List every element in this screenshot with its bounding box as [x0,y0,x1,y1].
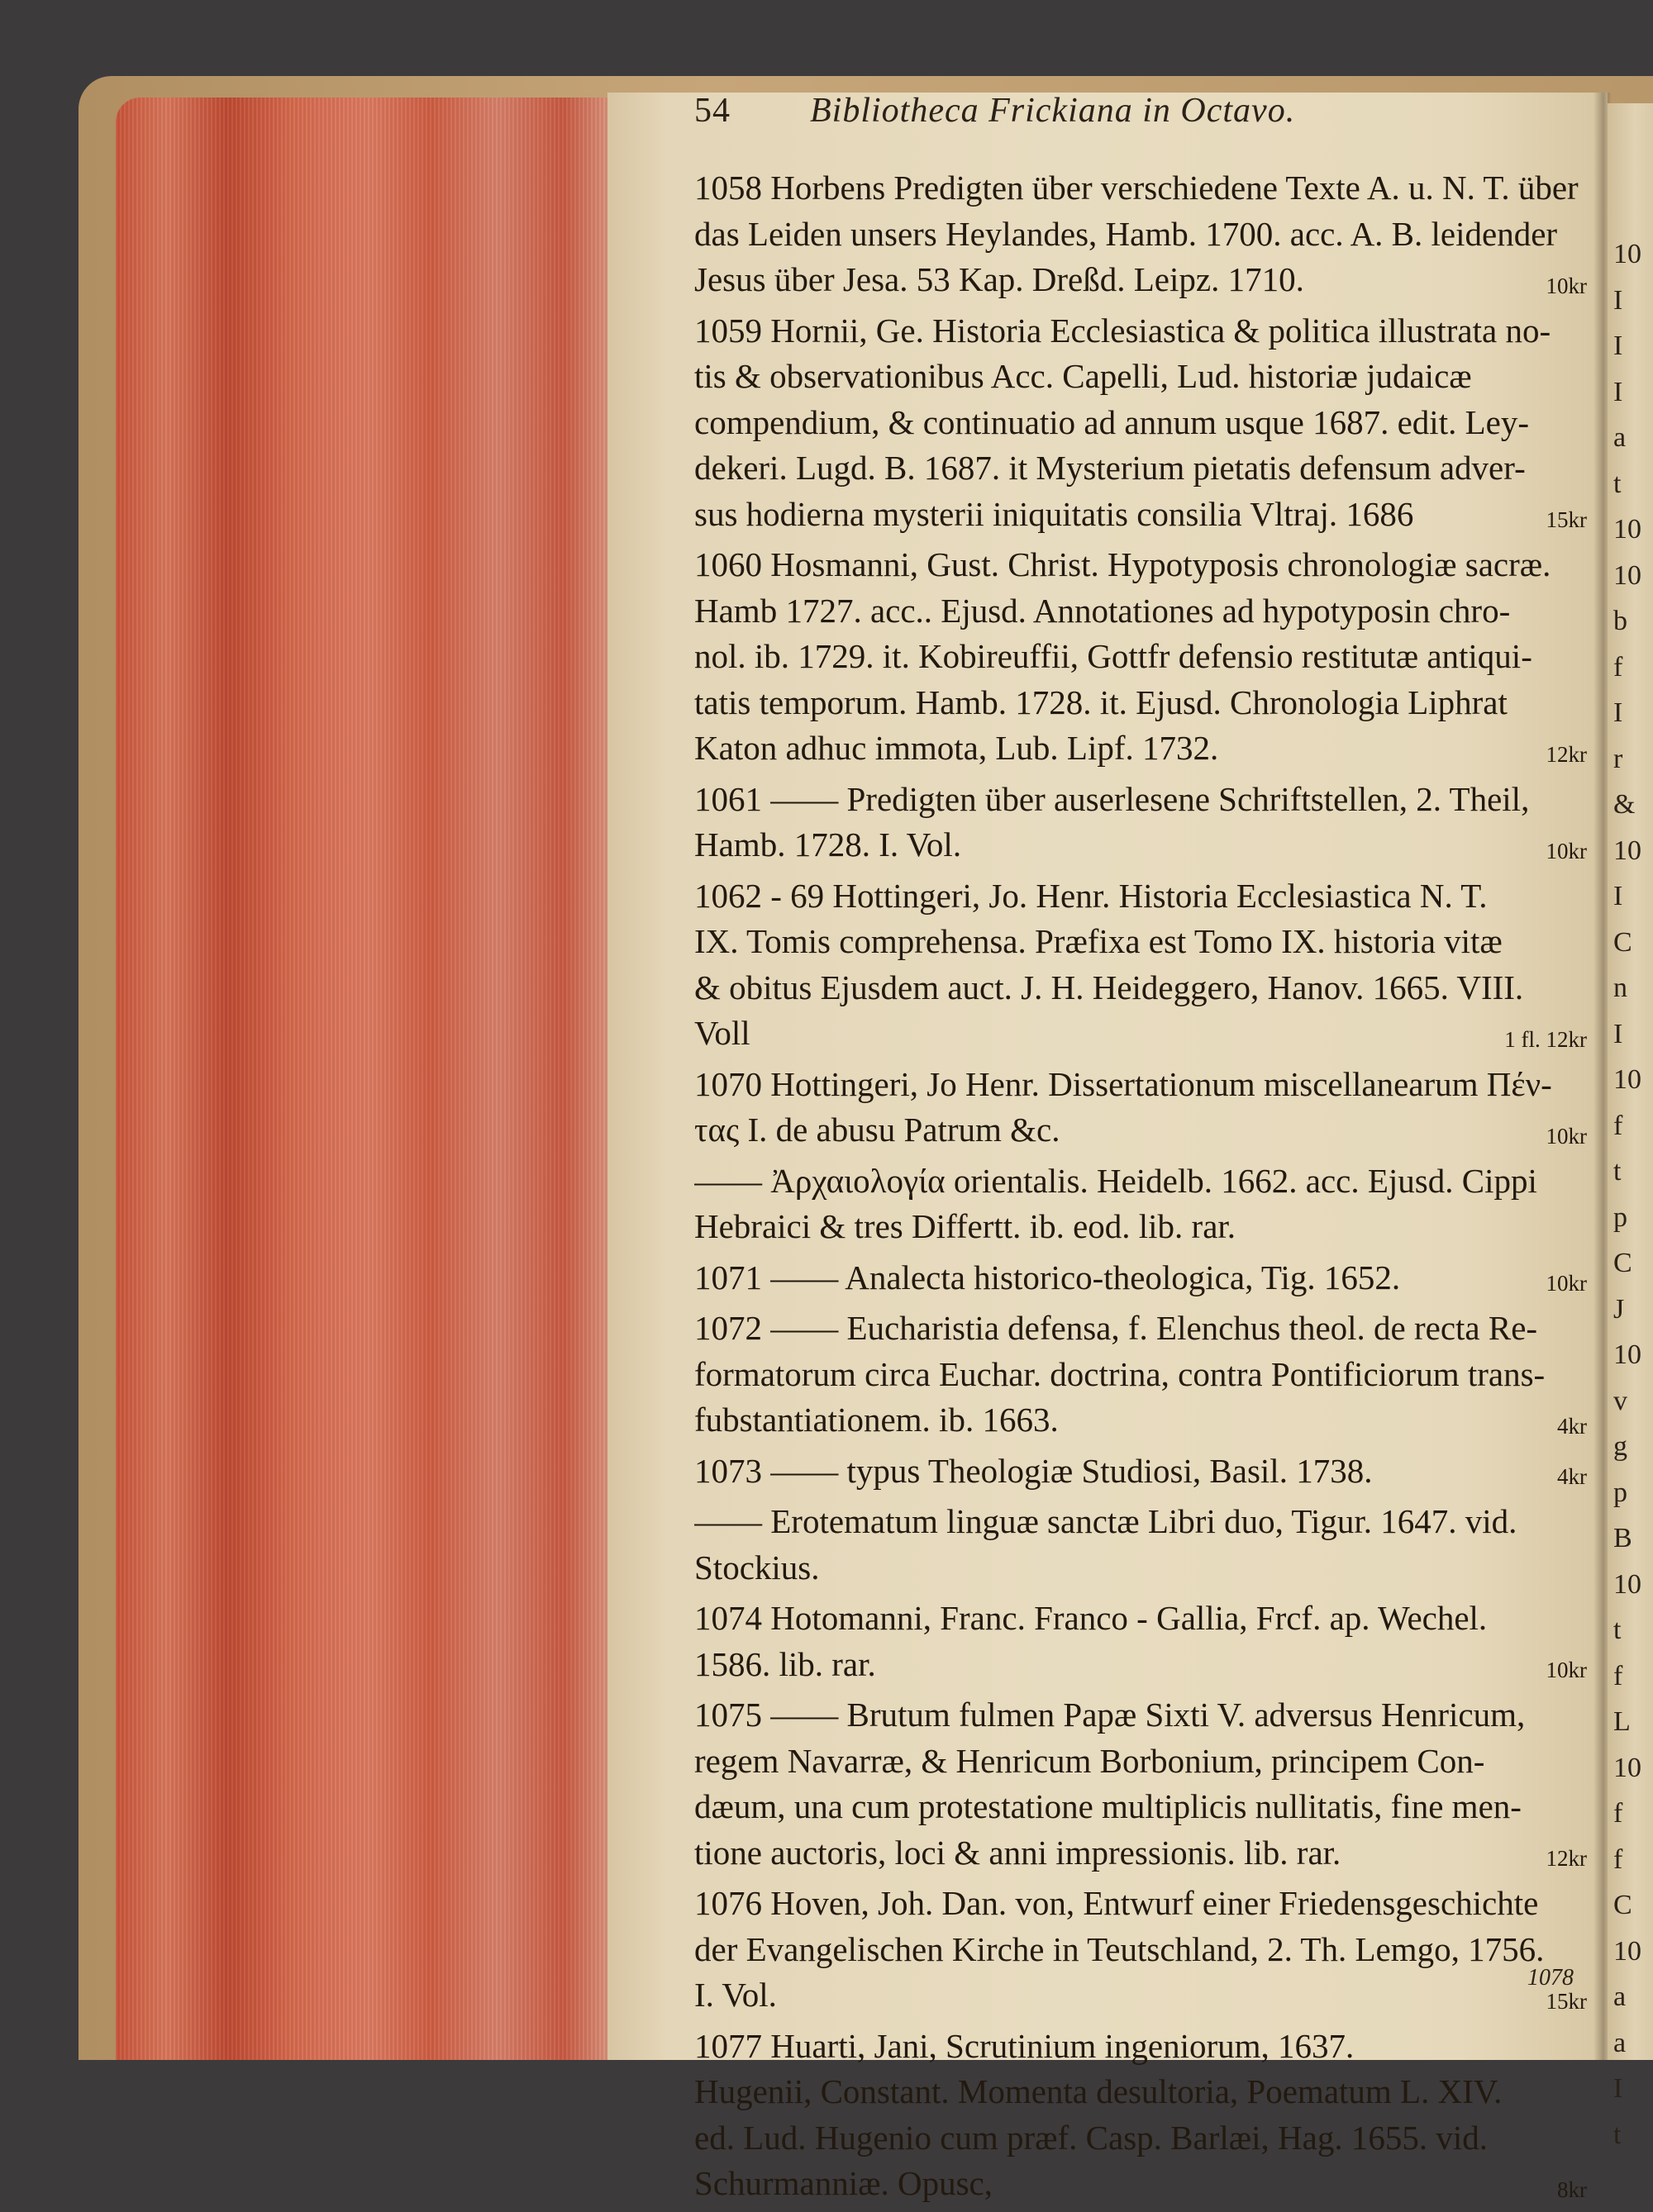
entry-line: 1586. lib. rar. [694,1644,876,1683]
facing-fragment: a [1613,1981,1627,2012]
entry-line: 1076 Hoven, Joh. Dan. von, Entwurf einer Friedensgeschichte [694,1884,1539,1922]
facing-fragment: I [1613,1018,1623,1049]
catalog-entry [694,873,1587,1057]
entry-price: 10kr [1546,1271,1587,1296]
entry-line: dekeri. Lugd. B. 1687. it Mysterium pietatis defensum adver- [694,449,1526,487]
facing-fragment: B [1613,1523,1632,1553]
entry-line: 1062 - 69 Hottingeri, Jo. Henr. Historia Ecclesiastica N. T. [694,876,1488,915]
facing-fragment: 10 [1613,1339,1641,1370]
facing-fragment: b [1613,606,1627,636]
entry-line: 1072 —— Eucharistia defensa, f. Elenchus theol. de recta Re- [694,1309,1538,1347]
page-header [694,91,1595,131]
facing-fragment: I [1613,697,1623,728]
catalog-entry [694,1449,1587,1495]
entry-line: IX. Tomis comprehensa. Præfixa est Tomo IX. historia vitæ [694,922,1503,960]
facing-fragment: 10 [1613,1752,1641,1783]
entry-line: 1058 Horbens Predigten über verschiedene Texte A. u. N. T. über [694,169,1579,207]
entry-price: 1 fl. 12kr [1504,1026,1587,1052]
catalog-entry [694,1881,1587,2019]
facing-fragment: L [1613,1706,1631,1737]
facing-fragment: 10 [1613,1568,1641,1600]
catalog-entry [694,2024,1587,2207]
page-number: 54 [694,92,731,130]
facing-fragment: p [1613,1477,1627,1508]
entry-line: 1061 —— Predigten über auserlesene Schriftstellen, 2. Theil, [694,779,1530,818]
entry-line: τας I. de abusu Patrum &c. [694,1111,1060,1149]
entry-line: Hamb. 1728. I. Vol. [694,825,962,863]
entry-line: Hugenii, Constant. Momenta desultoria, Poematum L. XIV. [694,2072,1503,2110]
facing-fragment: & [1613,789,1636,820]
facing-fragment: I [1613,376,1623,407]
entry-price: 8kr [1557,2176,1587,2202]
catchword: 1078 [1527,1965,1574,1991]
catalog-entry [694,1596,1587,1687]
entry-line: tis & observationibus Acc. Capelli, Lud. historiæ judaicæ [694,357,1472,395]
facing-fragment: C [1613,1248,1632,1278]
facing-fragment: a [1613,422,1627,453]
catalog-entry [694,308,1587,538]
facing-fragment: C [1613,1890,1632,1920]
entry-price: 12kr [1546,1846,1587,1871]
facing-fragment: g [1613,1431,1627,1462]
facing-fragment: f [1613,1110,1623,1141]
entry-price: 4kr [1557,1413,1587,1439]
entry-line: 1060 Hosmanni, Gust. Christ. Hypotyposis chronologiæ sacræ. [694,545,1551,583]
entry-line: sus hodierna mysterii iniquitatis consilia Vltraj. 1686 [694,494,1414,533]
catalog-entry [694,165,1587,303]
entry-price: 10kr [1546,838,1587,863]
facing-fragment: f [1613,1843,1623,1875]
facing-fragment: t [1613,468,1622,499]
facing-fragment: I [1613,331,1623,361]
facing-fragment: 10 [1613,1935,1641,1967]
entry-line: der Evangelischen Kirche in Teutschland, 2. Th. Lemgo, 1756. [694,1929,1545,1968]
catalog-entry [694,1062,1587,1154]
entry-line: 1077 Huarti, Jani, Scrutinium ingeniorum, 1637. [694,2026,1355,2065]
entry-line: Stockius. [694,1548,820,1586]
catalog-entry [694,777,1587,868]
facing-fragment: I [1613,2073,1623,2104]
entry-line: das Leiden unsers Heylandes, Hamb. 1700. acc. A. B. leidender [694,214,1558,253]
facing-fragment: J [1613,1293,1625,1325]
facing-fragment: 10 [1613,1064,1641,1095]
entry-line: I. Vol. [694,1976,777,2014]
entry-line: ed. Lud. Hugenio cum præf. Casp. Barlæi, Hag. 1655. vid. [694,2118,1488,2157]
catalog-entry [694,1255,1587,1301]
facing-fragment: f [1613,1798,1623,1829]
entry-line: regem Navarræ, & Henricum Borbonium, principem Con- [694,1741,1485,1780]
facing-fragment: f [1613,1660,1623,1691]
facing-fragment: p [1613,1201,1627,1233]
facing-fragment: 10 [1613,835,1641,866]
catalog-entry [694,1158,1587,1250]
facing-fragment: t [1613,1615,1622,1645]
entry-price: 10kr [1546,1658,1587,1682]
entry-line: Hebraici & tres Differtt. ib. eod. lib. rar. [694,1207,1236,1245]
entry-line: 1074 Hotomanni, Franc. Franco - Gallia, Frcf. ap. Wechel. [694,1599,1488,1637]
facing-fragment: n [1613,973,1627,1003]
catalog-entry [694,542,1587,772]
facing-page-text [1613,231,1653,2157]
catalog-entry [694,1692,1587,1876]
facing-fragment: f [1613,651,1623,683]
facing-fragment: 10 [1613,239,1641,269]
facing-fragment: I [1613,881,1623,911]
catalog-entry [694,1499,1587,1591]
entry-price: 10kr [1546,273,1587,298]
entry-line: & obitus Ejusdem auct. J. H. Heideggero, Hanov. 1665. VIII. [694,968,1524,1006]
facing-fragment: t [1613,1156,1622,1187]
facing-fragment: t [1613,2119,1622,2150]
entry-line: fubstantiationem. ib. 1663. [694,1401,1059,1439]
entry-line: 1070 Hottingeri, Jo Henr. Dissertationum miscellanearum Πέν- [694,1064,1552,1103]
entry-line: Hamb 1727. acc.. Ejusd. Annotationes ad hypotyposin chro- [694,591,1511,630]
facing-fragment: 10 [1613,514,1641,545]
catalog-entry [694,1306,1587,1444]
red-page-edge [116,98,624,2060]
entry-line: Voll [694,1014,750,1052]
facing-fragment: v [1613,1385,1627,1416]
entry-line: tione auctoris, loci & anni impressionis. lib. rar. [694,1833,1341,1872]
entry-price: 12kr [1546,741,1587,767]
catalog-entries [694,165,1587,2212]
entry-line: dæum, una cum protestatione multiplicis nullitatis, fine men- [694,1787,1522,1825]
entry-line: formatorum circa Euchar. doctrina, contra Pontificiorum trans- [694,1354,1546,1393]
entry-line: —— Erotematum linguæ sanctæ Libri duo, Tigur. 1647. vid. [694,1502,1517,1540]
facing-fragment: 10 [1613,559,1641,591]
entry-line: nol. ib. 1729. it. Kobireuffii, Gottfr defensio restitutæ antiqui- [694,637,1532,675]
entry-line: —— Ἀρχαιολογία orientalis. Heidelb. 1662. acc. Ejusd. Cippi [694,1161,1537,1200]
entry-price: 15kr [1546,1988,1587,2014]
facing-fragment: r [1613,743,1623,774]
entry-line: Katon adhuc immota, Lub. Lipf. 1732. [694,729,1219,767]
entry-line: compendium, & continuatio ad annum usque 1687. edit. Ley- [694,402,1529,441]
entry-line: Jesus über Jesa. 53 Kap. Dreßd. Leipz. 1710. [694,260,1304,298]
entry-line: 1073 —— typus Theologiæ Studiosi, Basil. 1738. [694,1451,1373,1490]
entry-price: 15kr [1546,507,1587,532]
entry-price: 4kr [1557,1464,1587,1489]
entry-line: 1075 —— Brutum fulmen Papæ Sixti V. adversus Henricum, [694,1696,1526,1734]
facing-fragment: a [1613,2027,1627,2058]
entry-line: Schurmanniæ. Opusc, [694,2164,993,2202]
facing-fragment: I [1613,284,1623,316]
entry-line: 1059 Hornii, Ge. Historia Ecclesiastica & politica illustrata no- [694,311,1551,350]
entry-line: 1071 —— Analecta historico-theologica, Tig. 1652. [694,1258,1401,1296]
running-title: Bibliotheca Frickiana in Octavo. [810,92,1296,130]
entry-line: tatis temporum. Hamb. 1728. it. Ejusd. Chronologia Liphrat [694,683,1508,721]
facing-fragment: C [1613,926,1632,958]
entry-price: 10kr [1546,1123,1587,1149]
